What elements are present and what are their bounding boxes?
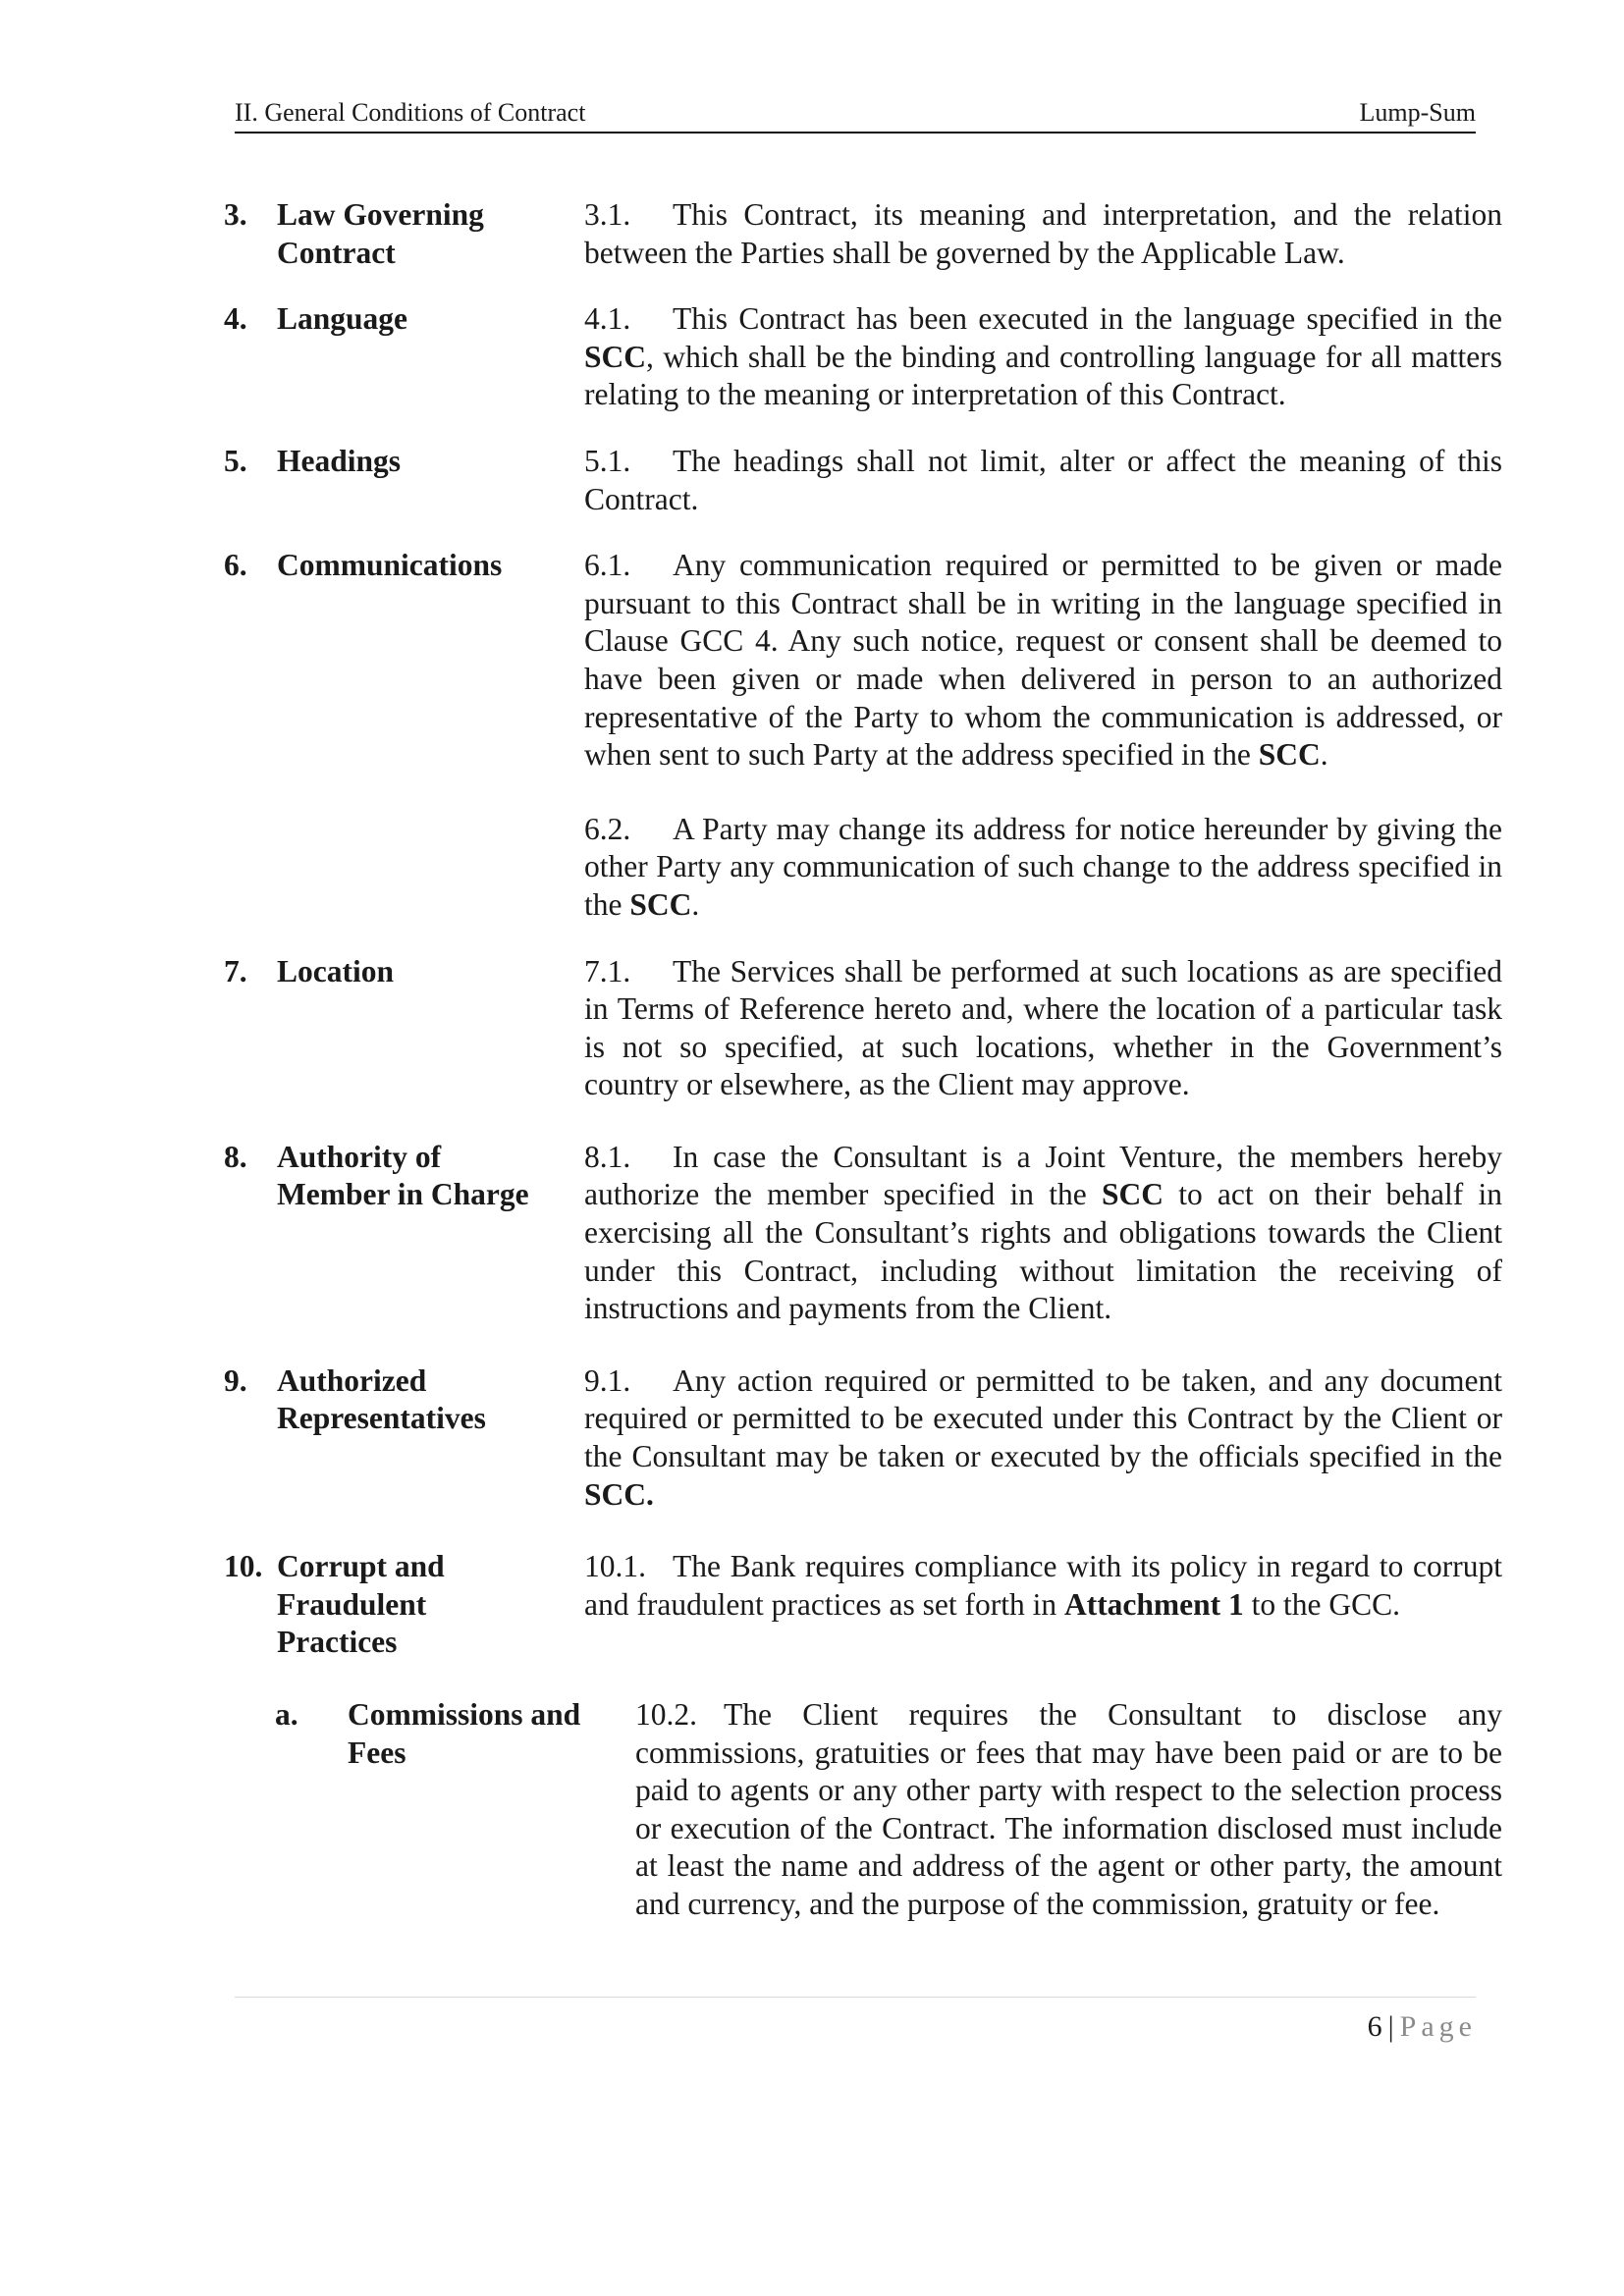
clause-body (584, 300, 1502, 414)
clause-number: 10. (224, 1549, 263, 1584)
paragraph-number: 3.1. (584, 197, 631, 232)
clause-label (224, 1548, 584, 1662)
footer-divider (235, 1997, 1476, 1998)
paragraph-text: The Bank requires compliance with its policy in regard to corrupt and fraudulent practices as set forth in (584, 1549, 1502, 1622)
clause-paragraph (584, 547, 1502, 774)
clause-number: 7. (224, 953, 247, 988)
paragraph-number: 6.1. (584, 548, 631, 583)
page-number: 6 (1367, 2010, 1382, 2043)
clause-10-a (224, 1696, 1502, 1924)
clause-body (584, 953, 1502, 1104)
paragraph-text: The Services shall be performed at such locations as are specified in Terms of Reference hereto and, where the location of a particular task is not so specified, at such locations, whether in the Government’s country or elsewhere, as the Client may approve. (584, 953, 1502, 1102)
clause-5 (224, 443, 1502, 518)
header-divider (235, 132, 1476, 133)
clause-label (224, 1362, 584, 1514)
header-section-title: II. General Conditions of Contract (235, 98, 586, 127)
paragraph-bold-term: SCC (629, 886, 692, 922)
clause-title: Location (277, 953, 395, 988)
paragraph-text: This Contract has been executed in the language specified in the (673, 301, 1502, 337)
paragraph-number: 10.1. (584, 1549, 646, 1584)
clause-number: 6. (224, 548, 247, 583)
subclause-letter: a. (275, 1697, 298, 1732)
paragraph-text-cont: . (691, 886, 700, 922)
subclause-label (224, 1696, 635, 1924)
clause-title: Authorized Representatives (277, 1362, 486, 1436)
clause-body (584, 547, 1502, 924)
page-footer (1368, 2010, 1477, 2044)
clause-8 (224, 1139, 1502, 1328)
paragraph-bold-term: SCC (1258, 737, 1321, 773)
page-word: Page (1399, 2010, 1477, 2043)
clause-title: Headings (277, 443, 402, 478)
clause-label (224, 196, 584, 272)
paragraph-bold-term: SCC (584, 339, 647, 374)
paragraph-number: 6.2. (584, 811, 631, 846)
paragraph-number: 5.1. (584, 443, 631, 478)
clause-6 (224, 547, 1502, 924)
paragraph-bold-term: Attachment 1 (1063, 1586, 1244, 1622)
clause-body (584, 443, 1502, 518)
clause-title: Language (277, 301, 408, 337)
clause-title: Corrupt and Fraudulent Practices (277, 1549, 445, 1660)
clause-number: 8. (224, 1139, 247, 1174)
clause-paragraph (584, 1362, 1502, 1514)
paragraph-bold-term: SCC (1101, 1177, 1164, 1212)
clause-paragraph (584, 1139, 1502, 1328)
clause-paragraph (584, 196, 1502, 272)
paragraph-text: In case the Consultant is a Joint Venture, the members hereby authorize the member specified in the (584, 1139, 1502, 1212)
clause-number: 5. (224, 443, 247, 478)
clause-label (224, 953, 584, 1104)
paragraph-text: A Party may change its address for notice hereunder by giving the other Party any communication of such change to the address specified in the (584, 811, 1502, 922)
paragraph-number: 4.1. (584, 301, 631, 337)
clause-body (584, 1362, 1502, 1514)
clause-label (224, 547, 584, 924)
clause-paragraph (584, 1548, 1502, 1624)
clause-10 (224, 1548, 1502, 1662)
clause-paragraph (584, 300, 1502, 414)
clause-paragraph (584, 811, 1502, 925)
paragraph-text: Any communication required or permitted to be given or made pursuant to this Contract shall be in writing in the language specified in Clause GCC 4. Any such notice, request or consent shall be deemed to have been given or made when delivered in person to an authorized representative of the Party to whom the communication is addressed, or when sent to such Party at the address specified in the (584, 548, 1502, 773)
paragraph-number: 9.1. (584, 1362, 631, 1398)
paragraph-bold-term: SCC. (584, 1476, 654, 1512)
clause-3 (224, 196, 1502, 272)
header-contract-type: Lump-Sum (1359, 98, 1476, 127)
paragraph-text-cont: . (1320, 737, 1328, 773)
clause-paragraph (584, 443, 1502, 518)
paragraph-text-cont: , which shall be the binding and controlling language for all matters relating to the meaning or interpretation of this Contract. (584, 339, 1502, 412)
paragraph-text: The headings shall not limit, alter or affect the meaning of this Contract. (584, 443, 1502, 516)
clause-7 (224, 953, 1502, 1104)
subclause-title: Commissions and Fees (348, 1697, 581, 1770)
clause-title: Law Governing Contract (277, 197, 484, 270)
clause-4 (224, 300, 1502, 414)
clause-9 (224, 1362, 1502, 1514)
clause-body (584, 196, 1502, 272)
clause-title: Authority of Member in Charge (277, 1139, 529, 1212)
clause-body (635, 1696, 1502, 1924)
clause-label (224, 300, 584, 414)
clauses-section (224, 196, 1502, 1924)
paragraph-text-cont: to the GCC. (1243, 1586, 1401, 1622)
paragraph-text: Any action required or permitted to be taken, and any document required or permitted to be executed under this Contract by the Client or the Consultant may be taken or executed by the officials specified in the (584, 1362, 1502, 1474)
paragraph-text: The Client requires the Consultant to disclose any commissions, gratuities or fees that may have been paid or are to be paid to agents or any other party with respect to the selection process or execution of the Contract. The information disclosed must include at least the name and address of the agent or other party, the amount and currency, and the purpose of the commission, gratuity or fee. (635, 1697, 1502, 1921)
paragraph-number: 7.1. (584, 953, 631, 988)
clause-label (224, 443, 584, 518)
clause-body (584, 1139, 1502, 1328)
clause-paragraph (584, 953, 1502, 1104)
paragraph-text-cont: to act on their behalf in exercising all the Consultant’s rights and obligations towards the Client under this Contract, including without limitation the receiving of instructions and payments from the Client. (584, 1177, 1502, 1326)
paragraph-number: 10.2. (635, 1697, 697, 1732)
clause-number: 3. (224, 197, 247, 232)
clause-label (224, 1139, 584, 1328)
clause-body (584, 1548, 1502, 1662)
paragraph-text: This Contract, its meaning and interpretation, and the relation between the Parties shall be governed by the Applicable Law. (584, 197, 1502, 270)
footer-separator: | (1387, 2010, 1394, 2043)
paragraph-number: 8.1. (584, 1139, 631, 1174)
clause-title: Communications (277, 548, 503, 583)
clause-paragraph (635, 1696, 1502, 1924)
clause-number: 9. (224, 1362, 247, 1398)
clause-number: 4. (224, 301, 247, 337)
